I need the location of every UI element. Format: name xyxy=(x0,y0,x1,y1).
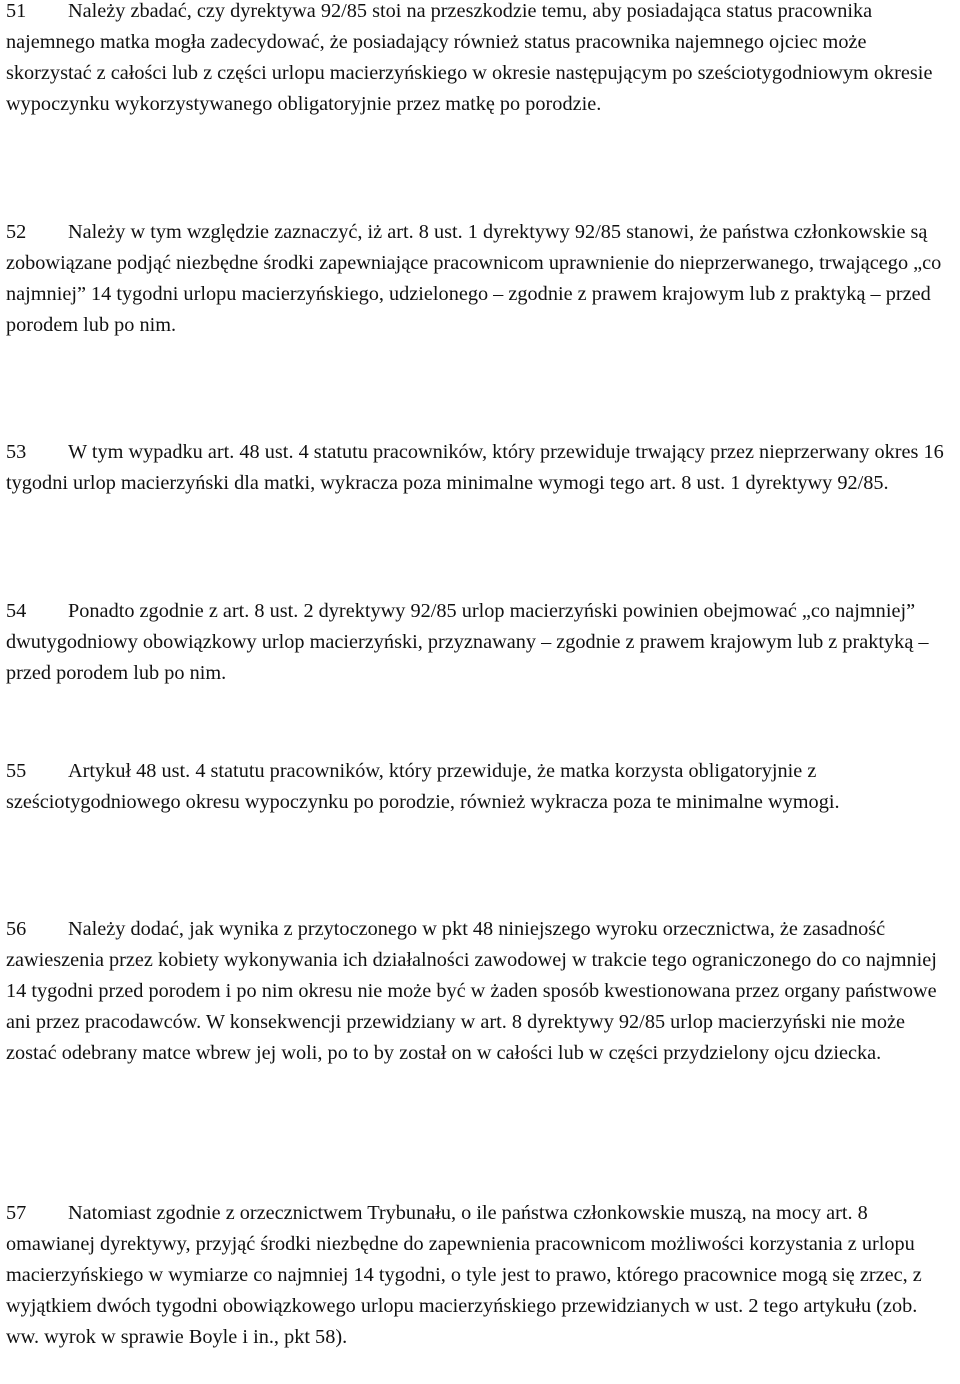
paragraph-text: Ponadto zgodnie z art. 8 ust. 2 dyrektywy 92/85 urlop macierzyński powinien obejmować „co najmniej” dwutygodniowy obowiązkowy urlop macierzyński, przyznawany – zgodnie z prawem krajowym lub z praktyką – przed porodem lub po nim. xyxy=(6,600,929,684)
paragraph-52 xyxy=(6,217,948,341)
paragraph-number: 55 xyxy=(6,760,27,782)
paragraph-number: 53 xyxy=(6,441,27,463)
paragraph-number: 56 xyxy=(6,918,27,940)
paragraph-text: Natomiast zgodnie z orzecznictwem Trybunału, o ile państwa członkowskie muszą, na mocy art. 8 omawianej dyrektywy, przyjąć środki niezbędne do zapewnienia pracownicom możliwości korzystania z urlopu macierzyńskiego w wymiarze co najmniej 14 tygodni, o tyle jest to prawo, którego pracownice mogą się zrzec, z wyjątkiem dwóch tygodni obowiązkowego urlopu macierzyńskiego przewidzianych w ust. 2 tego artykułu (zob. ww. wyrok w sprawie Boyle i in., pkt 58). xyxy=(6,1202,922,1348)
paragraph-text: Należy zbadać, czy dyrektywa 92/85 stoi na przeszkodzie temu, aby posiadająca status pracownika najemnego matka mogła zadecydować, że posiadający również status pracownika najemnego ojciec może skorzystać z całości lub z części urlopu macierzyńskiego w okresie następującym po sześciotygodniowym okresie wypoczynku wykorzystywanego obligatoryjnie przez matkę po porodzie. xyxy=(6,0,933,115)
paragraph-number: 52 xyxy=(6,221,27,243)
paragraph-53 xyxy=(6,437,948,499)
paragraph-number: 51 xyxy=(6,0,27,22)
paragraph-number: 57 xyxy=(6,1202,27,1224)
paragraph-number: 54 xyxy=(6,600,27,622)
paragraph-text: Artykuł 48 ust. 4 statutu pracowników, który przewiduje, że matka korzysta obligatoryjnie z sześciotygodniowego okresu wypoczynku po porodzie, również wykracza poza te minimalne wymogi. xyxy=(6,760,840,813)
paragraph-51 xyxy=(6,0,948,120)
paragraph-54 xyxy=(6,596,948,689)
paragraph-56 xyxy=(6,914,948,1069)
paragraph-55 xyxy=(6,756,948,818)
paragraph-text: Należy dodać, jak wynika z przytoczonego w pkt 48 niniejszego wyroku orzecznictwa, że zasadność zawieszenia przez kobiety wykonywania ich działalności zawodowej w trakcie tego ograniczonego do co najmniej 14 tygodni przed porodem i po nim okresu nie może być w żaden sposób kwestionowana przez organy państwowe ani przez pracodawców. W konsekwencji przewidziany w art. 8 dyrektywy 92/85 urlop macierzyński nie może zostać odebrany matce wbrew jej woli, po to by został on w całości lub w części przydzielony ojcu dziecka. xyxy=(6,918,937,1064)
paragraph-text: Należy w tym względzie zaznaczyć, iż art. 8 ust. 1 dyrektywy 92/85 stanowi, że państwa członkowskie są zobowiązane podjąć niezbędne środki zapewniające pracownicom uprawnienie do nieprzerwanego, trwającego „co najmniej” 14 tygodni urlopu macierzyńskiego, udzielonego – zgodnie z prawem krajowym lub z praktyką – przed porodem lub po nim. xyxy=(6,221,942,336)
paragraph-57 xyxy=(6,1198,948,1353)
paragraph-text: W tym wypadku art. 48 ust. 4 statutu pracowników, który przewiduje trwający przez nieprzerwany okres 16 tygodni urlop macierzyński dla matki, wykracza poza minimalne wymogi tego art. 8 ust. 1 dyrektywy 92/85. xyxy=(6,441,944,494)
